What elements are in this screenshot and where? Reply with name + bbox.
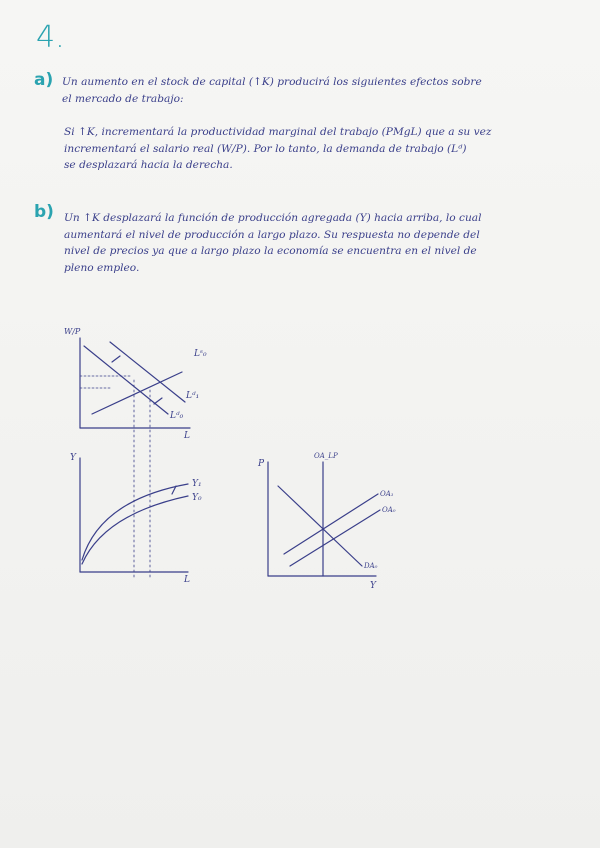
prod-curve-label-1: Y₁ [192,479,202,489]
prod-x-axis-label: L [184,575,190,585]
part-a-detail-line-1: Si ↑K, incrementará la productividad marginal del trabajo (PMgL) que a su vez [64,126,492,138]
adas-label-supply-1: OA₁ [380,490,394,498]
labor-shift-arrow-1 [112,356,120,362]
labor-y-axis-label: W/P [64,327,81,336]
part-b-line-4: pleno empleo. [64,261,140,274]
part-b-line-2: aumentará el nivel de producción a largo plazo. Su respuesta no depende del [64,228,480,241]
aggregate-demand-line [278,486,362,566]
prod-curve-label-0: Y₀ [192,493,202,503]
adas-label-supply-0: OA₀ [382,506,396,514]
labor-shift-arrow-2 [154,398,162,404]
short-run-supply-line-0 [284,494,378,554]
adas-label-long-run-supply: OA_LP [314,452,338,460]
labor-x-axis-label: L [184,431,190,441]
part-b-line-3: nivel de precios ya que a largo plazo la economía se encuentra en el nivel de [64,245,477,257]
labor-curve-label-supply: Lˢ₀ [194,349,207,359]
adas-x-axis-label: Y [370,581,376,591]
part-a-intro-line-2: el mercado de trabajo: [62,92,184,105]
part-a-detail-line-3: se desplazará hacia la derecha. [64,159,233,171]
adas-label-demand: DA₀ [364,562,378,570]
labor-curve-label-demand-1: Lᵈ₁ [186,391,200,401]
part-a-detail-line-2: incrementará el salario real (W/P). Por lo tanto, la demanda de trabajo (Lᵈ) [64,142,467,155]
labor-curve-label-demand-0: Lᵈ₀ [170,411,184,421]
part-a-label: a) [34,70,54,90]
part-b-label: b) [34,202,54,222]
prod-y-axis-label: Y [70,453,76,463]
part-b-line-1: Un ↑K desplazará la función de producción agregada (Y) hacia arriba, lo cual [64,212,482,224]
part-a-intro-line-1: Un aumento en el stock de capital (↑K) producirá los siguientes efectos sobre [62,76,482,88]
labor-supply-curve [92,372,182,414]
short-run-supply-line-1 [290,510,380,566]
adas-y-axis-label: P [258,459,265,469]
labor-demand-curve-1 [110,342,185,402]
production-curve-1 [82,484,188,560]
labor-market-graph [80,338,190,580]
labor-demand-curve-0 [84,346,168,414]
ad-as-graph [268,462,380,576]
question-number: 4. [36,20,65,55]
